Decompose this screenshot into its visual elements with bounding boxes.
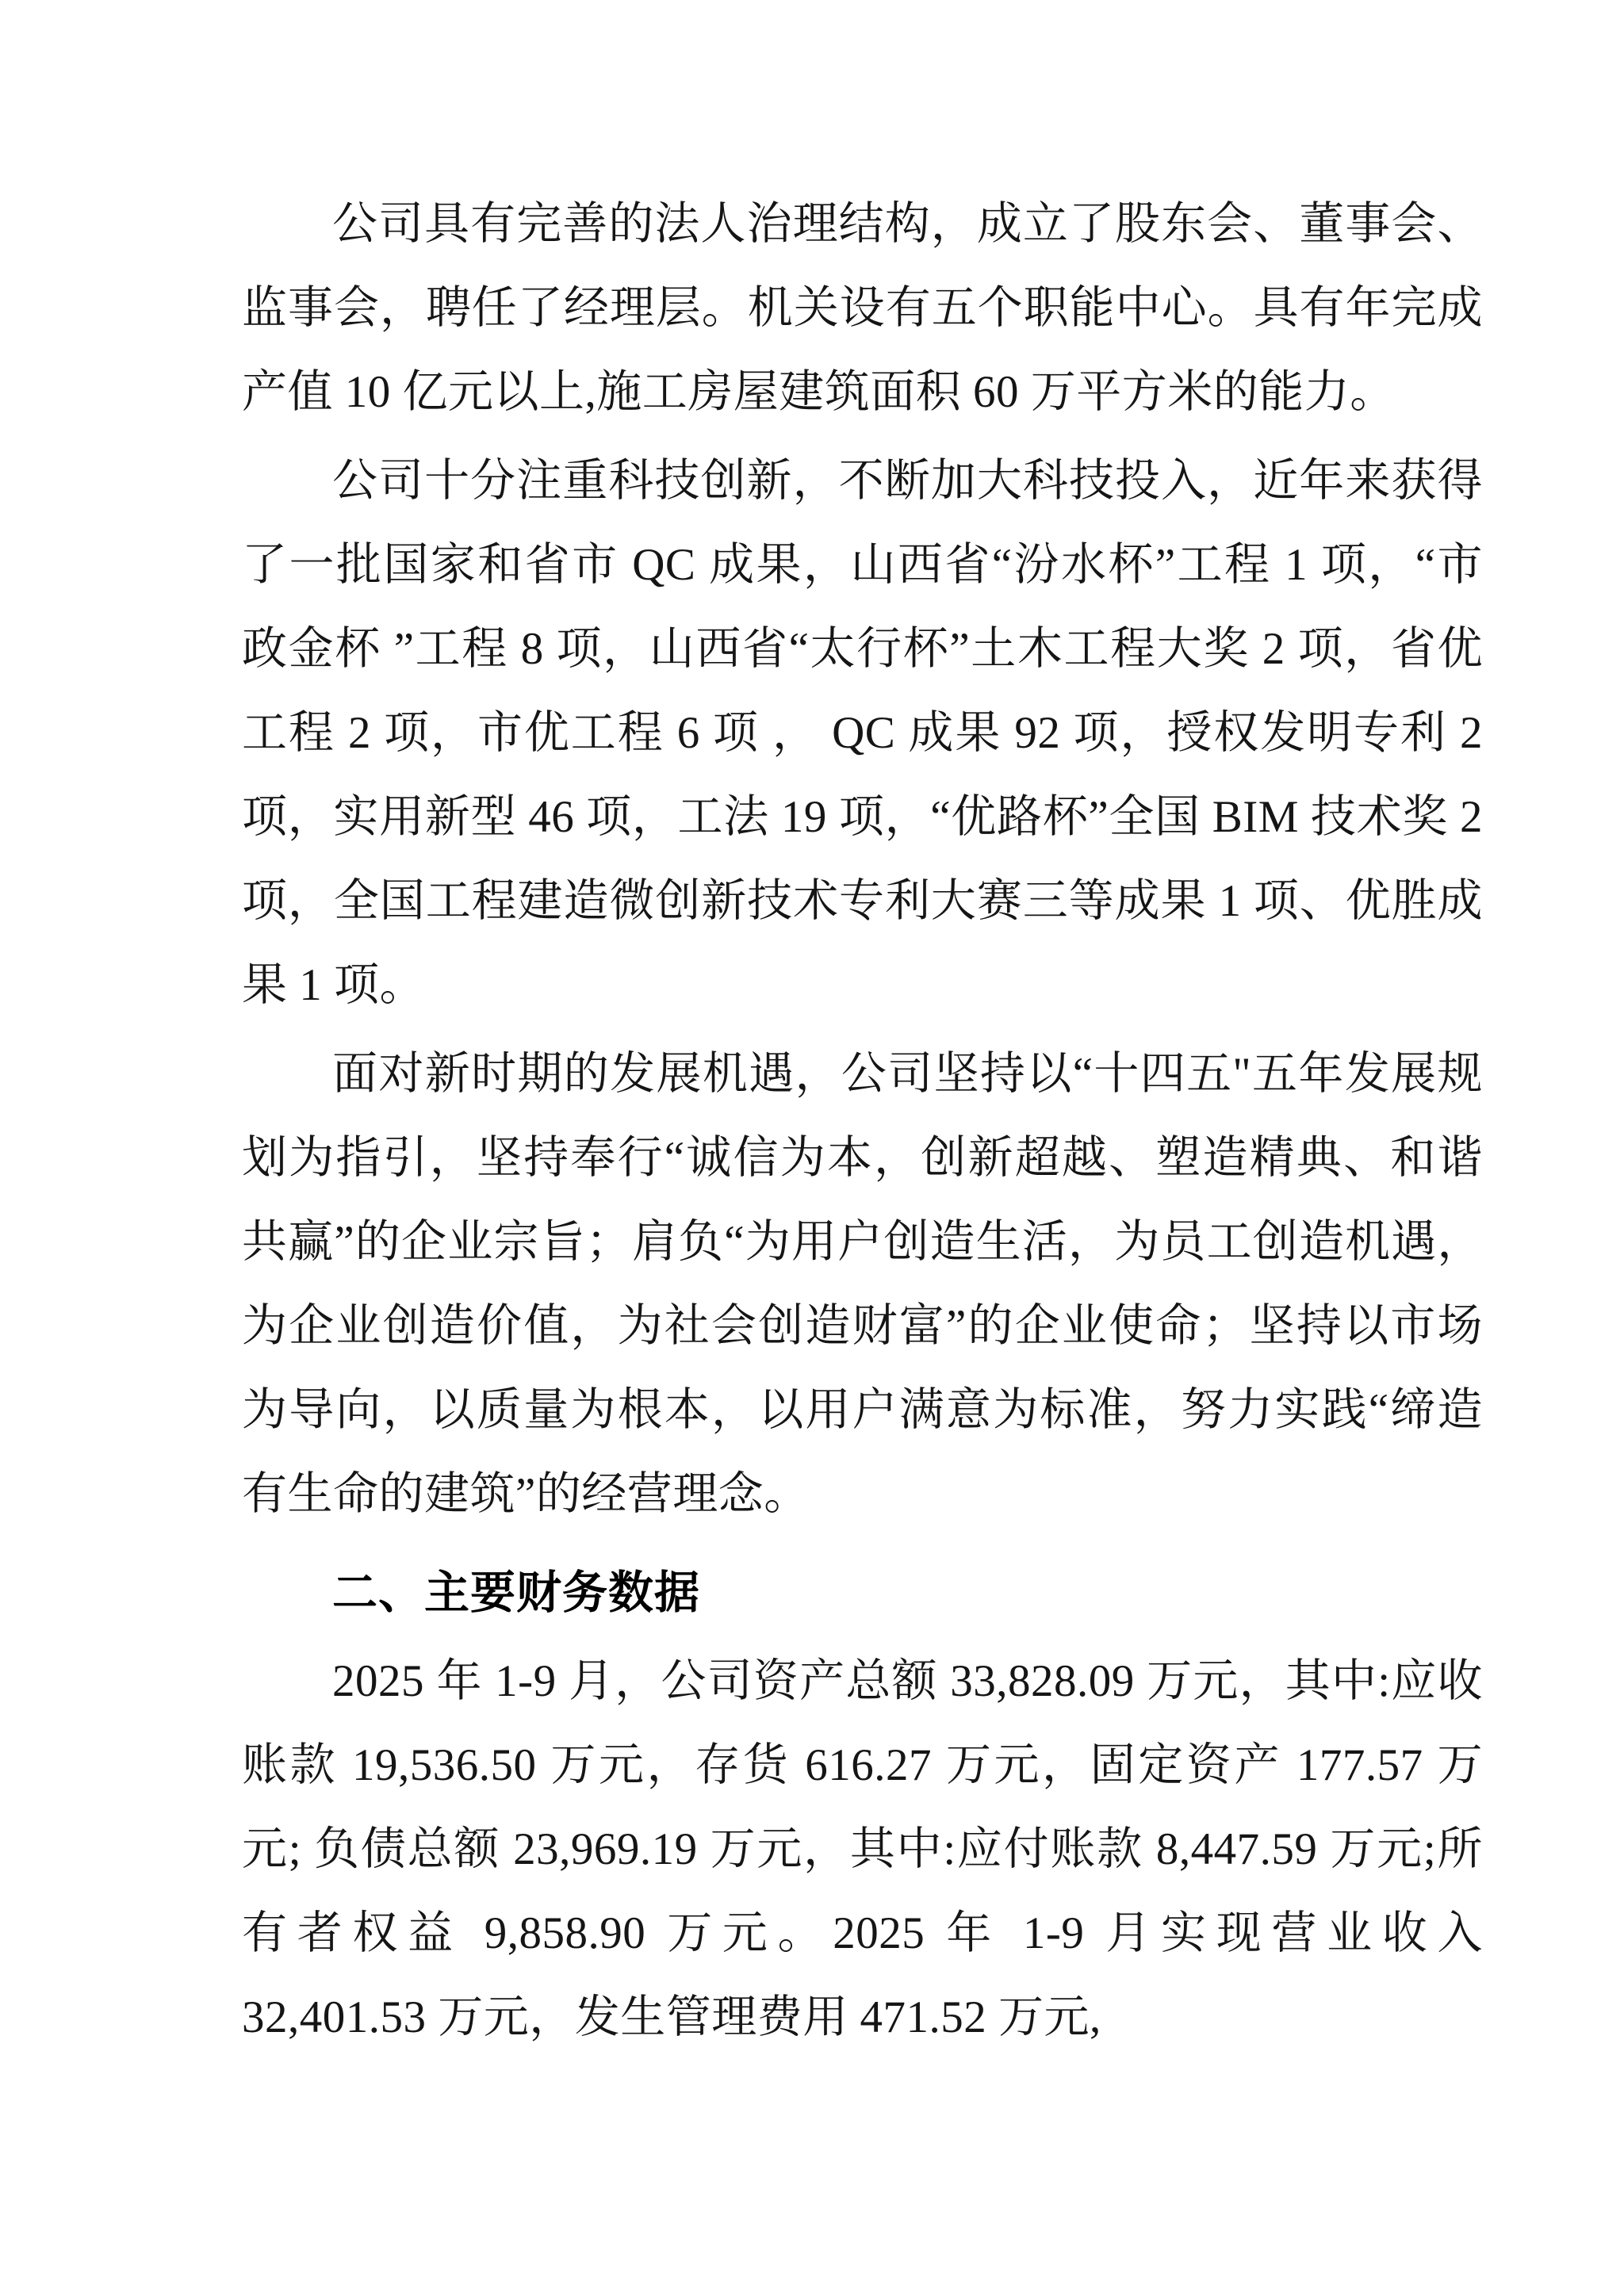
paragraph-mission: 面对新时期的发展机遇，公司坚持以“十四五"五年发展规划为指引，坚持奉行“诚信为本，创新超越、塑造精典、和谐共赢”的企业宗旨；肩负“为用户创造生活，为员工创造机遇，为企业创造价值，为社会创造财富”的企业使命；坚持以市场为导向，以质量为根本，以用户满意为标准，努力实践“缔造有生命的建筑”的经营理念。 — [242, 1049, 1483, 1519]
document-body — [242, 182, 1483, 2060]
paragraph-financial-figures: 2025 年 1-9 月，公司资产总额 33,828.09 万元，其中:应收账款 19,536.50 万元，存货 616.27 万元，固定资产 177.57 万元; 负债总额 23,969.19 万元，其中:应付账款 8,447.59 万元;所有者权益 9,858.90 万元。2025 年 1-9 月实现营业收入 32,401.53 万元，发生管理费用 471.52 万元, — [242, 1656, 1483, 2042]
paragraph-innovation: 公司十分注重科技创新，不断加大科技投入，近年来获得了一批国家和省市 QC 成果，山西省“汾水杯”工程 1 项，“市政金杯 ”工程 8 项，山西省“太行杯”土木工程大奖 2 项，省优工程 2 项，市优工程 6 项 ， QC 成果 92 项，授权发明专利 2 项，实用新型 46 项，工法 19 项，“优路杯”全国 BIM 技术奖 2 项，全国工程建造微创新技术专利大赛三等成果 1 项、优胜成果 1 项。 — [242, 456, 1483, 1010]
paragraph-governance: 公司具有完善的法人治理结构，成立了股东会、董事会、监事会，聘任了经理层。机关设有五个职能中心。具有年完成产值 10 亿元以上,施工房屋建筑面积 60 万平方米的能力。 — [242, 199, 1483, 417]
section-heading-financial-data: 二、主要财务数据 — [332, 1567, 700, 1619]
